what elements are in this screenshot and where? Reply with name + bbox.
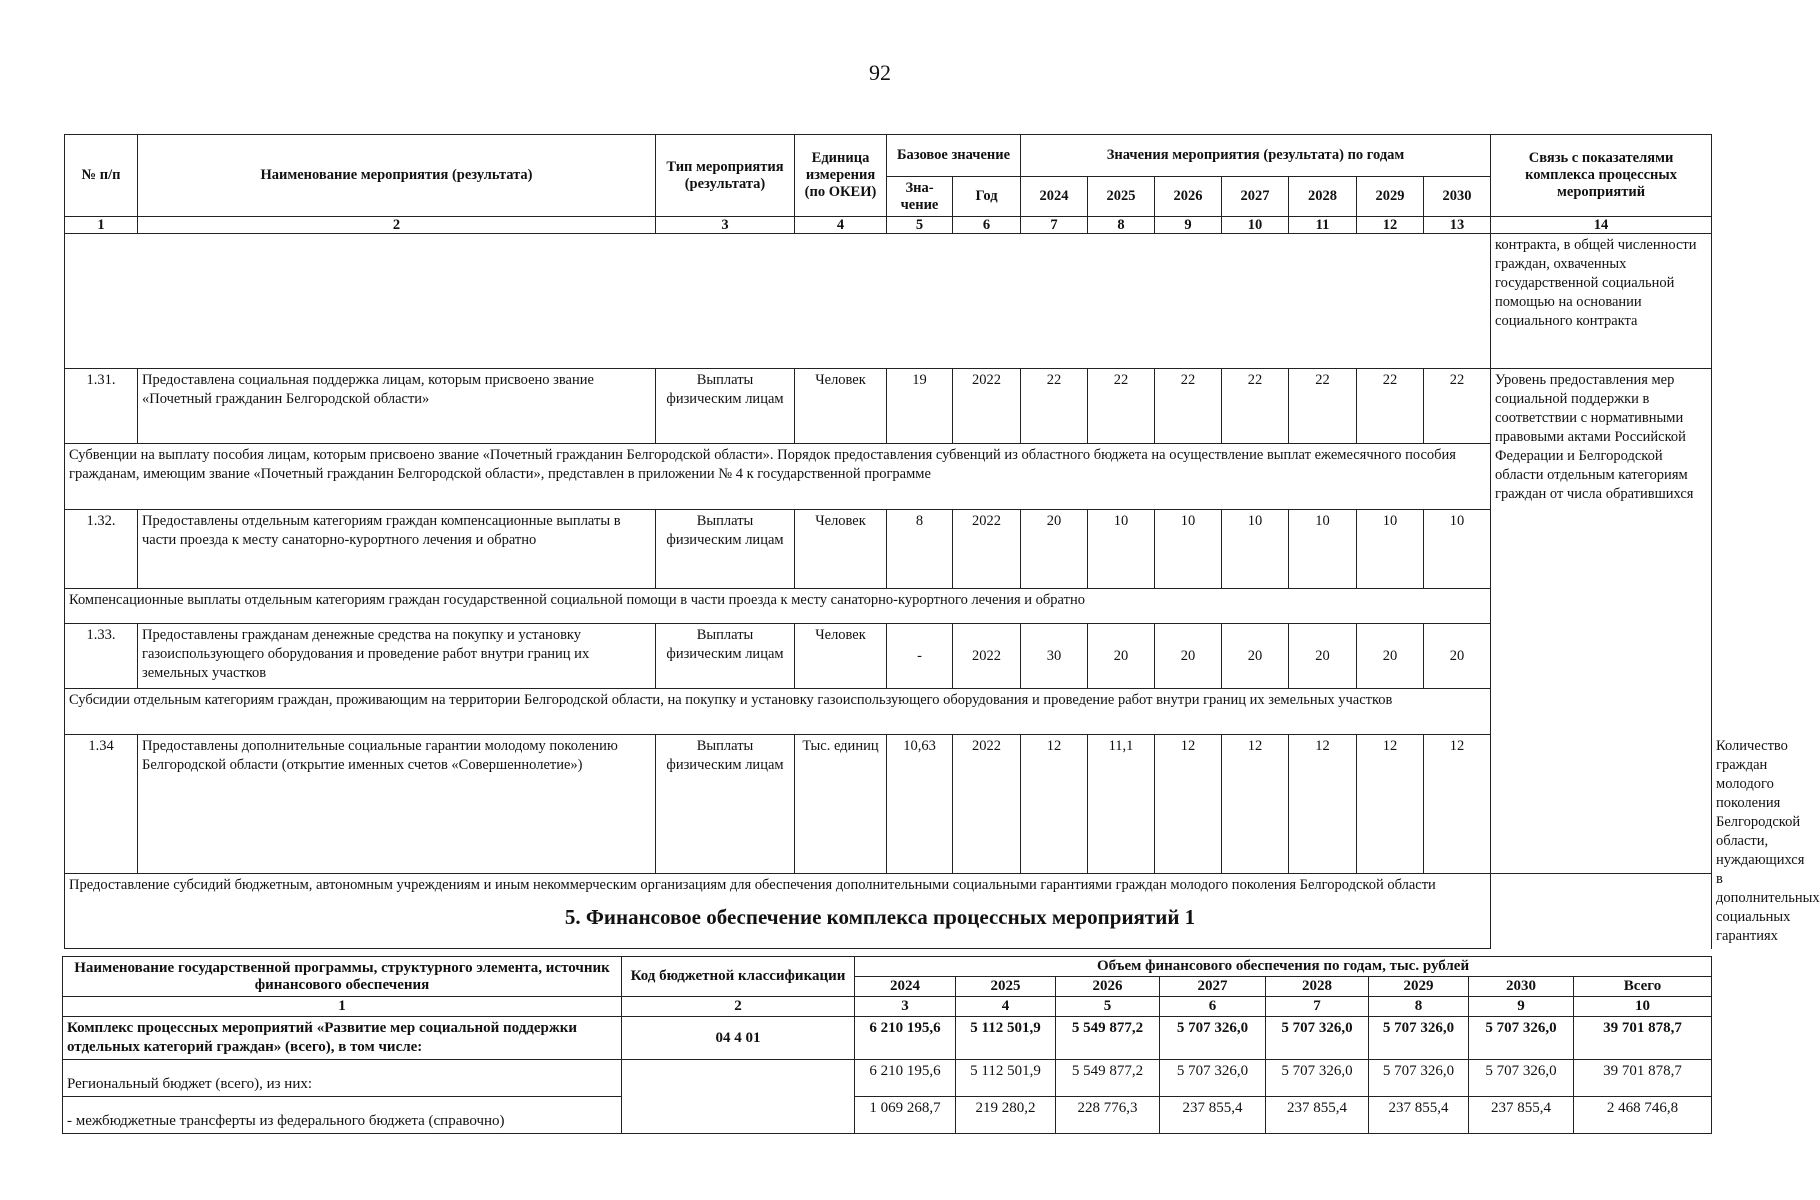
header-year: 2027 <box>1222 177 1289 217</box>
column-number: 10 <box>1222 217 1289 234</box>
fin-row-total: 2 468 746,8 <box>1574 1097 1712 1134</box>
header-year: 2025 <box>1088 177 1155 217</box>
column-number: 7 <box>1021 217 1088 234</box>
row-value: 12 <box>1155 735 1222 874</box>
column-number: 8 <box>1088 217 1155 234</box>
fin-row-total: 39 701 878,7 <box>1574 1060 1712 1097</box>
fin-row-value: 5 707 326,0 <box>1160 1017 1266 1060</box>
column-number: 12 <box>1357 217 1424 234</box>
row-value: 20 <box>1424 624 1491 689</box>
row-value: 22 <box>1155 369 1222 444</box>
row-num: 1.32. <box>65 510 138 589</box>
row-note: Компенсационные выплаты отдельным категориям граждан государственной социальной помощи в части проезда к месту санаторно-курортного лечения и обратно <box>65 589 1491 624</box>
fin-row-value: 1 069 268,7 <box>855 1097 956 1134</box>
row-value: 12 <box>1357 735 1424 874</box>
row-value: 20 <box>1222 624 1289 689</box>
header-unit: Единица измерения (по ОКЕИ) <box>795 135 887 217</box>
fin-row-name: Региональный бюджет (всего), из них: <box>63 1060 622 1097</box>
row-note: Субсидии отдельным категориям граждан, проживающим на территории Белгородской области, на покупку и установку газоиспользующего оборудования и проведение работ внутри границ их земельных участков <box>65 689 1491 735</box>
table-row: 1.34 Предоставлены дополнительные социальные гарантии молодому поколению Белгородской области (открытие именных счетов «Совершеннолетие») Выплаты физическим лицам Тыс. единиц 10,63 2022 12 11,1 12 12 12 12 12 Количество граждан молодого поколения Белгородской области, нуждающихся в дополнительных социальных гарантиях <box>65 735 1712 874</box>
row-value: 30 <box>1021 624 1088 689</box>
column-number: 13 <box>1424 217 1491 234</box>
header-base-value: Зна-чение <box>887 177 953 217</box>
fin-row-value: 219 280,2 <box>956 1097 1056 1134</box>
fin-row-value: 5 707 326,0 <box>1469 1017 1574 1060</box>
column-number: 9 <box>1155 217 1222 234</box>
section-title: 5. Финансовое обеспечение комплекса процессных мероприятий 1 <box>564 905 1196 929</box>
fin-row-value: 5 112 501,9 <box>956 1060 1056 1097</box>
fin-row-code <box>622 1060 855 1134</box>
row-value: 22 <box>1088 369 1155 444</box>
header-type: Тип мероприятия (результата) <box>656 135 795 217</box>
continuation-row <box>65 234 1712 369</box>
header-base-year: Год <box>953 177 1021 217</box>
column-number: 11 <box>1289 217 1357 234</box>
fin-row-value: 5 707 326,0 <box>1469 1060 1574 1097</box>
row-value: 20 <box>1088 624 1155 689</box>
column-number: 5 <box>1056 997 1160 1017</box>
row-value: 20 <box>1357 624 1424 689</box>
header-year: 2030 <box>1424 177 1491 217</box>
column-number: 3 <box>855 997 956 1017</box>
header-values-by-year: Значения мероприятия (результата) по годам <box>1021 135 1491 177</box>
row-value: 22 <box>1289 369 1357 444</box>
column-number: 2 <box>622 997 855 1017</box>
fin-row-name: - межбюджетные трансферты из федерального бюджета (справочно) <box>63 1097 622 1134</box>
header-link: Связь с показателями комплекса процессных мероприятий <box>1491 135 1712 217</box>
page-number: 92 <box>869 60 891 85</box>
row-base-year: 2022 <box>953 369 1021 444</box>
fin-header-year: 2029 <box>1369 977 1469 997</box>
column-number-row <box>65 217 1712 234</box>
row-value: 10 <box>1424 510 1491 589</box>
row-value: 22 <box>1021 369 1088 444</box>
column-number: 14 <box>1491 217 1712 234</box>
row-value: 22 <box>1222 369 1289 444</box>
header-base: Базовое значение <box>887 135 1021 177</box>
fin-header-year: 2030 <box>1469 977 1574 997</box>
table-row <box>63 1097 1712 1134</box>
note-row <box>65 444 1712 510</box>
fin-row-value: 228 776,3 <box>1056 1097 1160 1134</box>
fin-header-year: 2024 <box>855 977 956 997</box>
table-row <box>63 1060 1712 1097</box>
row-base-value: 10,63 <box>887 735 953 874</box>
header-year: 2028 <box>1289 177 1357 217</box>
row-unit: Тыс. единиц <box>795 735 887 874</box>
row-type: Выплаты физическим лицам <box>656 510 795 589</box>
header-year: 2029 <box>1357 177 1424 217</box>
column-number: 1 <box>65 217 138 234</box>
table-row <box>65 369 1712 444</box>
row-value: 12 <box>1021 735 1088 874</box>
row-base-value: - <box>887 624 953 689</box>
fin-header-total: Всего <box>1574 977 1712 997</box>
row-unit: Человек <box>795 510 887 589</box>
column-number-row <box>63 997 1712 1017</box>
row-base-year: 2022 <box>953 735 1021 874</box>
table-row <box>63 1017 1712 1060</box>
fin-header-name: Наименование государственной программы, структурного элемента, источник финансового обеспечения <box>63 957 622 997</box>
fin-row-value: 237 855,4 <box>1369 1097 1469 1134</box>
column-number: 1 <box>63 997 622 1017</box>
row-value: 10 <box>1088 510 1155 589</box>
column-number: 9 <box>1469 997 1574 1017</box>
row-value: 10 <box>1155 510 1222 589</box>
row-type: Выплаты физическим лицам <box>656 735 795 874</box>
row-base-value: 8 <box>887 510 953 589</box>
row-value: 12 <box>1424 735 1491 874</box>
row-value: 10 <box>1222 510 1289 589</box>
row-name: Предоставлены дополнительные социальные гарантии молодому поколению Белгородской области (открытие именных счетов «Совершеннолетие») <box>138 735 656 874</box>
fin-row-total: 39 701 878,7 <box>1574 1017 1712 1060</box>
fin-row-value: 5 707 326,0 <box>1369 1060 1469 1097</box>
fin-row-value: 237 855,4 <box>1469 1097 1574 1134</box>
fin-row-value: 5 707 326,0 <box>1266 1017 1369 1060</box>
row-value: 12 <box>1222 735 1289 874</box>
column-number: 7 <box>1266 997 1369 1017</box>
header-num: № п/п <box>65 135 138 217</box>
row-value: 20 <box>1289 624 1357 689</box>
row-note: Субвенции на выплату пособия лицам, которым присвоено звание «Почетный гражданин Белгородской области». Порядок предоставления субвенций из областного бюджета на осуществление выплат ежемесячного пособия гражданам, имеющим звание «Почетный гражданин Белгородской области», представлен в приложении № 4 к государственной программе <box>65 444 1491 510</box>
header-year: 2024 <box>1021 177 1088 217</box>
row-value: 10 <box>1357 510 1424 589</box>
financing-table <box>62 956 1712 1134</box>
row-value: 22 <box>1424 369 1491 444</box>
row-base-year: 2022 <box>953 510 1021 589</box>
fin-header-year: 2025 <box>956 977 1056 997</box>
note-row <box>65 689 1712 735</box>
column-number: 5 <box>887 217 953 234</box>
row-num: 1.34 <box>65 735 138 874</box>
row-value: 12 <box>1289 735 1357 874</box>
fin-row-value: 5 112 501,9 <box>956 1017 1056 1060</box>
row-base-value: 19 <box>887 369 953 444</box>
column-number: 8 <box>1369 997 1469 1017</box>
column-number: 2 <box>138 217 656 234</box>
column-number: 6 <box>1160 997 1266 1017</box>
row-value: 10 <box>1289 510 1357 589</box>
link-cell: Уровень предоставления мер социальной поддержки в соответствии с нормативными правовыми актами Российской Федерации и Белгородской области отдельным категориям граждан от числа обратившихся <box>1491 369 1712 874</box>
fin-header-volume: Объем финансового обеспечения по годам, тыс. рублей <box>855 957 1712 977</box>
fin-row-value: 6 210 195,6 <box>855 1017 956 1060</box>
row-name: Предоставлены отдельным категориям граждан компенсационные выплаты в части проезда к месту санаторно-курортного лечения и обратно <box>138 510 656 589</box>
row-num: 1.33. <box>65 624 138 689</box>
fin-header-year: 2027 <box>1160 977 1266 997</box>
column-number: 4 <box>956 997 1056 1017</box>
fin-header-year: 2028 <box>1266 977 1369 997</box>
fin-row-value: 5 707 326,0 <box>1266 1060 1369 1097</box>
row-num: 1.31. <box>65 369 138 444</box>
table-row <box>65 510 1712 589</box>
row-base-year: 2022 <box>953 624 1021 689</box>
column-number: 10 <box>1574 997 1712 1017</box>
fin-header-year: 2026 <box>1056 977 1160 997</box>
row-type: Выплаты физическим лицам <box>656 369 795 444</box>
fin-row-value: 5 549 877,2 <box>1056 1017 1160 1060</box>
row-type: Выплаты физическим лицам <box>656 624 795 689</box>
fin-row-value: 6 210 195,6 <box>855 1060 956 1097</box>
fin-row-value: 5 707 326,0 <box>1160 1060 1266 1097</box>
column-number: 3 <box>656 217 795 234</box>
column-number: 6 <box>953 217 1021 234</box>
row-value: 20 <box>1155 624 1222 689</box>
row-value: 22 <box>1357 369 1424 444</box>
empty-cell <box>65 234 1491 369</box>
header-name: Наименование мероприятия (результата) <box>138 135 656 217</box>
link-cell: контракта, в общей численности граждан, охваченных государственной социальной помощью на основании социального контракта <box>1491 234 1712 369</box>
row-value: 20 <box>1021 510 1088 589</box>
column-number: 4 <box>795 217 887 234</box>
fin-row-value: 5 707 326,0 <box>1369 1017 1469 1060</box>
fin-row-value: 5 549 877,2 <box>1056 1060 1160 1097</box>
fin-header-code: Код бюджетной классификации <box>622 957 855 997</box>
row-note: Предоставление субсидий бюджетным, автономным учреждениям и иным некоммерческим организациям для обеспечения дополнительными социальными гарантиями граждан молодого поколения Белгородской области <box>65 873 1491 948</box>
row-unit: Человек <box>795 369 887 444</box>
header-year: 2026 <box>1155 177 1222 217</box>
fin-row-code: 04 4 01 <box>622 1017 855 1060</box>
table-row <box>65 624 1712 689</box>
row-value: 11,1 <box>1088 735 1155 874</box>
row-name: Предоставлены гражданам денежные средства на покупку и установку газоиспользующего оборудования и проведение работ внутри границ их земельных участков <box>138 624 656 689</box>
activities-table <box>64 134 1820 949</box>
row-unit: Человек <box>795 624 887 689</box>
note-row <box>65 589 1712 624</box>
fin-row-value: 237 855,4 <box>1266 1097 1369 1134</box>
fin-row-value: 237 855,4 <box>1160 1097 1266 1134</box>
row-name: Предоставлена социальная поддержка лицам, которым присвоено звание «Почетный гражданин Белгородской области» <box>138 369 656 444</box>
fin-row-name: Комплекс процессных мероприятий «Развитие мер социальной поддержки отдельных категорий граждан» (всего), в том числе: <box>63 1017 622 1060</box>
